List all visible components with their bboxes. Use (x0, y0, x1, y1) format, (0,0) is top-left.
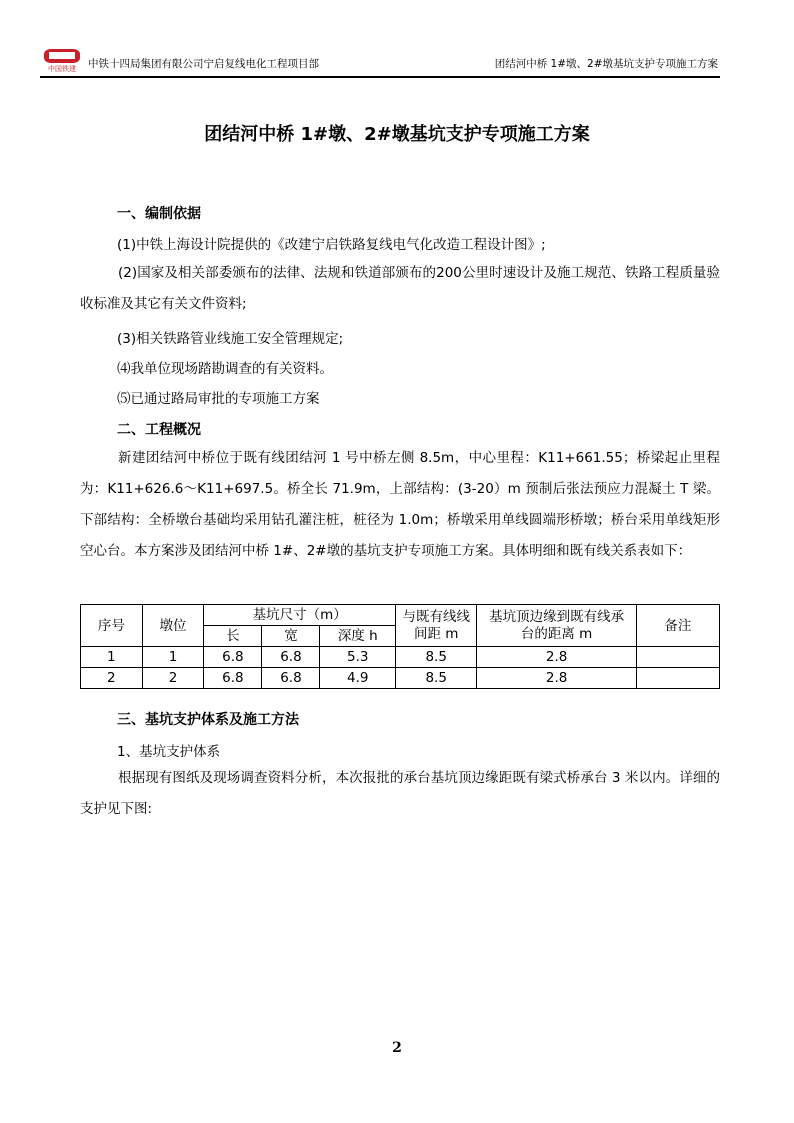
section1-heading: 一、编制依据 (117, 206, 201, 222)
cell-seq: 1 (81, 647, 143, 668)
cell-len: 6.8 (204, 647, 262, 668)
basis-item-5: ⑸已通过路局审批的专项施工方案 (117, 391, 320, 407)
cell-dist: 8.5 (396, 668, 477, 689)
cell-seq: 2 (81, 668, 143, 689)
col-note: 备注 (636, 605, 719, 647)
cell-dep: 4.9 (320, 668, 396, 689)
page-number: 2 (392, 1040, 402, 1056)
table-row (81, 668, 720, 689)
col-pier: 墩位 (142, 605, 204, 647)
header-doc-title: 团结河中桥 1#墩、2#墩基坑支护专项施工方案 (494, 58, 718, 70)
subsection-1-heading: 1、基坑支护体系 (117, 744, 221, 760)
support-paragraph: 根据现有图纸及现场调查资料分析，本次报批的承台基坑顶边缘距既有梁式桥承台 3 米以内。详细的支护见下图: (80, 770, 720, 817)
cell-dep: 5.3 (320, 647, 396, 668)
company-logo (40, 49, 84, 73)
col-dep: 深度 h (320, 626, 396, 647)
document-title: 团结河中桥 1#墩、2#墩基坑支护专项施工方案 (204, 124, 590, 145)
col-wid: 宽 (262, 626, 320, 647)
cell-pier: 1 (142, 647, 204, 668)
cell-edge: 2.8 (477, 647, 636, 668)
table-header-row (81, 605, 720, 626)
table-row (81, 647, 720, 668)
basis-item-3: (3)相关铁路管业线施工安全管理规定; (117, 331, 344, 347)
cell-len: 6.8 (204, 668, 262, 689)
basis-item-2: (2)国家及相关部委颁布的法律、法规和铁道部颁布的200公里时速设计及施工规范、铁路工程质量验收标准及其它有关文件资料; (80, 265, 720, 312)
cell-dist: 8.5 (396, 647, 477, 668)
cell-pier: 2 (142, 668, 204, 689)
col-edge: 基坑顶边缘到既有线承台的距离 m (477, 605, 636, 647)
cell-wid: 6.8 (262, 668, 320, 689)
col-size: 基坑尺寸（m） (204, 605, 396, 626)
section3-heading: 三、基坑支护体系及施工方法 (117, 712, 299, 728)
page-header (40, 46, 720, 78)
logo-text: 中国铁建 (48, 65, 76, 73)
col-dist: 与既有线线间距 m (396, 605, 477, 647)
logo-mark-inner (49, 52, 75, 59)
overview-paragraph: 新建团结河中桥位于既有线团结河 1 号中桥左侧 8.5m，中心里程：K11+661.55；桥梁起止里程为：K11+626.6～K11+697.5。桥全长 71.9m，上部结构：(3-20）m 预制后张法预应力混凝土 T 梁。下部结构：全桥墩台基础均采用钻孔灌注桩，桩径为 1.0m；桥墩采用单线圆端形桥墩；桥台采用单线矩形空心台。本方案涉及团结河中桥 1#、2#墩的基坑支护专项施工方案。具体明细和既有线关系表如下： (80, 450, 720, 559)
basis-item-4: ⑷我单位现场踏勘调查的有关资料。 (117, 361, 333, 377)
cell-wid: 6.8 (262, 647, 320, 668)
cell-note (636, 668, 719, 689)
pier-info-table (80, 604, 720, 689)
header-company: 中铁十四局集团有限公司宁启复线电化工程项目部 (88, 58, 319, 70)
col-len: 长 (204, 626, 262, 647)
col-seq: 序号 (81, 605, 143, 647)
cell-edge: 2.8 (477, 668, 636, 689)
section2-heading: 二、工程概况 (117, 422, 201, 438)
basis-item-1: (1)中铁上海设计院提供的《改建宁启铁路复线电气化改造工程设计图》; (117, 237, 546, 253)
cell-note (636, 647, 719, 668)
